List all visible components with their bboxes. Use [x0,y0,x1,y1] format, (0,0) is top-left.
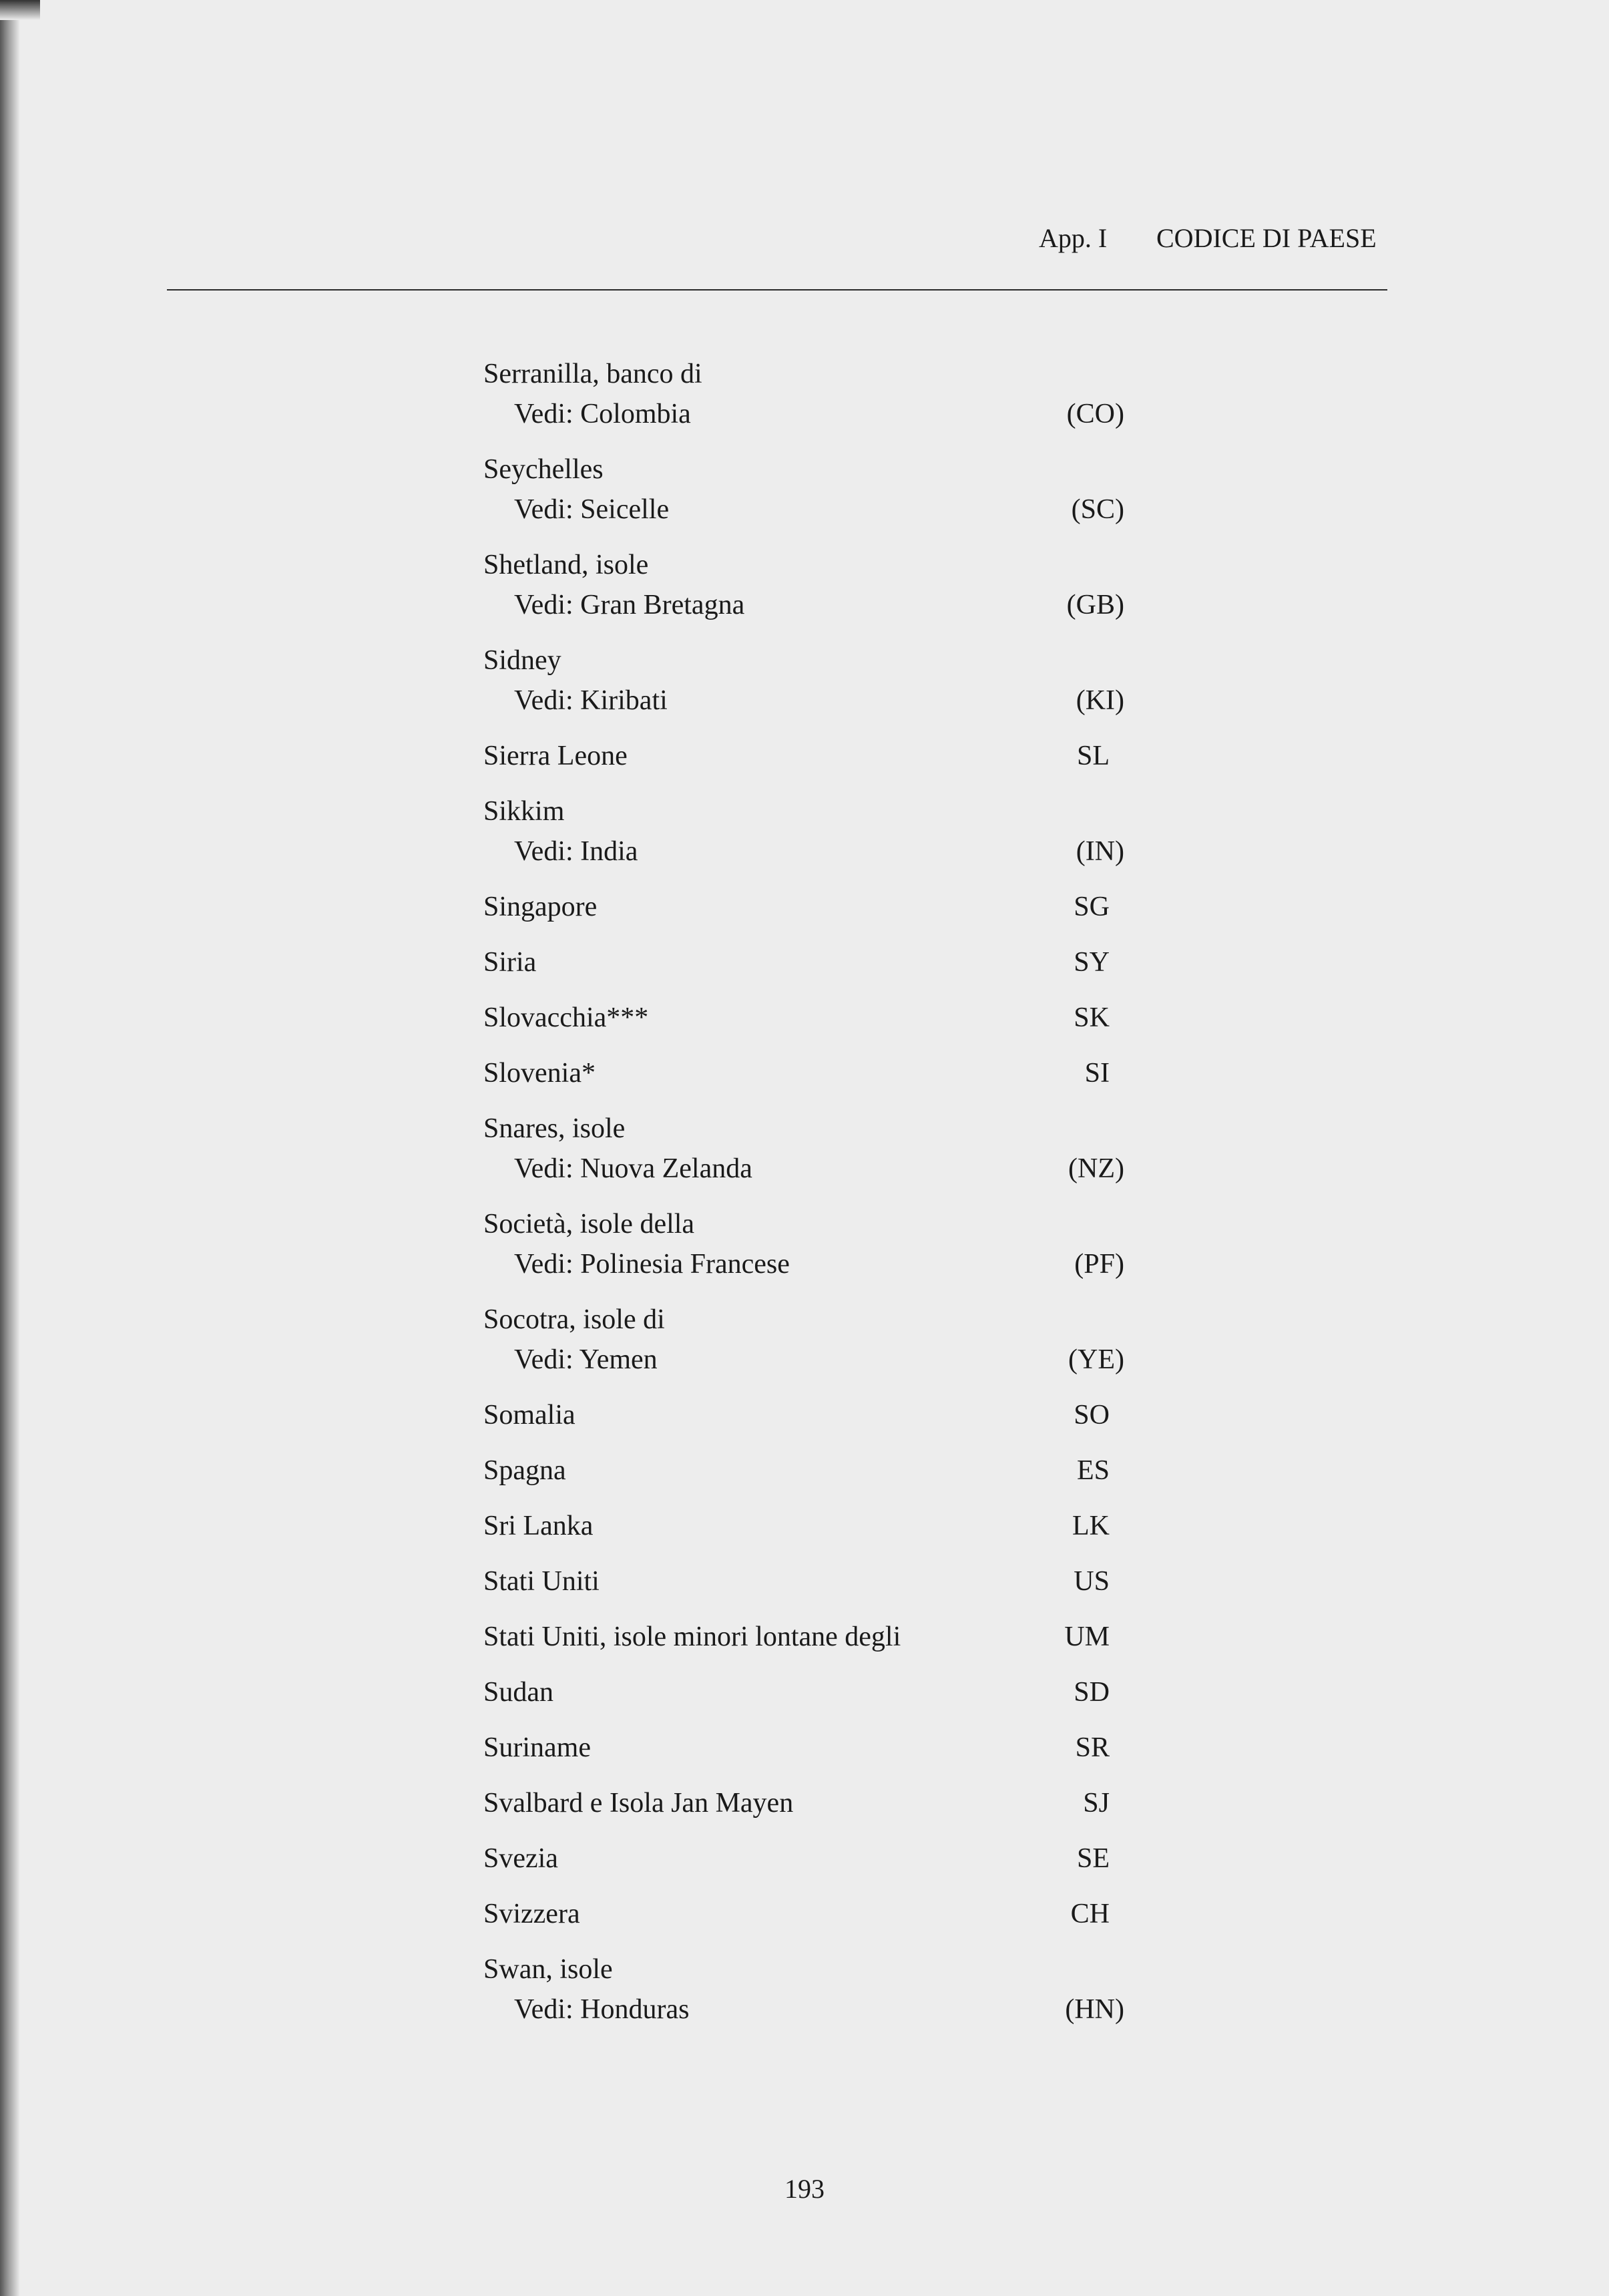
country-name: Sierra Leone [483,741,628,771]
entry-name-row [483,1395,1124,1435]
list-item [483,640,1124,721]
list-item [483,354,1124,434]
see-reference: Vedi: Gran Bretagna [514,590,745,620]
country-code: (NZ) [1068,1153,1124,1184]
entry-name-row [483,887,1124,927]
country-code: SI [1084,1058,1110,1089]
list-item [483,1949,1124,2030]
see-reference: Vedi: Seicelle [514,494,670,525]
country-code: SG [1074,892,1110,922]
entry-name-row [483,1300,1124,1340]
country-name: Serranilla, banco di [483,359,702,389]
entry-see-row [483,681,1124,721]
entry-name-row [483,640,1124,681]
country-code: (SC) [1071,494,1124,525]
list-item [483,1053,1124,1093]
entry-name-row [483,1109,1124,1149]
country-code: (CO) [1066,399,1124,429]
entry-see-row [483,1340,1124,1380]
list-item [483,1894,1124,1934]
entry-see-row [483,490,1124,530]
country-code: SY [1074,947,1110,978]
list-item [483,1451,1124,1491]
list-item [483,887,1124,927]
list-item [483,1617,1124,1657]
entry-name-row [483,1506,1124,1546]
entry-name-row [483,545,1124,585]
entry-name-row [483,736,1124,776]
country-name: Snares, isole [483,1113,626,1144]
entry-name-row [483,791,1124,831]
entry-name-row [483,1728,1124,1768]
see-reference: Vedi: Kiribati [514,685,668,716]
list-item [483,1561,1124,1601]
see-reference: Vedi: India [514,836,638,867]
country-name: Stati Uniti [483,1566,600,1597]
country-code: (GB) [1066,590,1124,620]
country-name: Shetland, isole [483,550,649,580]
entry-name-row [483,1451,1124,1491]
book-gutter-shadow [0,0,20,2296]
country-code: (KI) [1076,685,1124,716]
list-item [483,1300,1124,1380]
entry-name-row [483,998,1124,1038]
page-corner-shadow [0,0,40,20]
country-code: (IN) [1076,836,1124,867]
country-code: SD [1074,1677,1110,1708]
header-title: CODICE DI PAESE [1156,223,1377,253]
entry-name-row [483,942,1124,982]
entry-name-row [483,1783,1124,1823]
country-name: Suriname [483,1732,591,1763]
entry-see-row [483,1989,1124,2030]
country-code: CH [1070,1899,1110,1929]
country-name: Sri Lanka [483,1511,594,1541]
entry-see-row [483,831,1124,872]
country-name: Seychelles [483,454,604,485]
country-code: SE [1076,1843,1110,1874]
list-item [483,736,1124,776]
country-name: Stati Uniti, isole minori lontane degli [483,1621,901,1652]
entry-name-row [483,1839,1124,1879]
see-reference: Vedi: Polinesia Francese [514,1249,790,1280]
country-name: Singapore [483,892,598,922]
country-code: SO [1074,1400,1110,1430]
country-name: Sikkim [483,796,565,827]
country-name: Svezia [483,1843,558,1874]
country-code: ES [1076,1455,1110,1486]
entry-name-row [483,1894,1124,1934]
list-item [483,942,1124,982]
entry-name-row [483,449,1124,490]
entry-name-row [483,1672,1124,1712]
country-name: Slovenia* [483,1058,596,1089]
list-item [483,791,1124,872]
country-code: (HN) [1065,1994,1124,2025]
entry-name-row [483,1617,1124,1657]
page-number: 193 [784,2174,825,2204]
entry-name-row [483,1204,1124,1244]
list-item [483,1728,1124,1768]
list-item [483,1395,1124,1435]
country-name: Somalia [483,1400,576,1430]
country-name: Socotra, isole di [483,1304,665,1335]
see-reference: Vedi: Honduras [514,1994,690,2025]
list-item [483,1783,1124,1823]
country-code: SR [1075,1732,1110,1763]
country-code: UM [1064,1621,1110,1652]
country-code: LK [1072,1511,1110,1541]
see-reference: Vedi: Yemen [514,1344,658,1375]
see-reference: Vedi: Nuova Zelanda [514,1153,752,1184]
country-code-list [483,354,1124,2045]
list-item [483,1204,1124,1284]
country-code: SJ [1083,1788,1110,1819]
country-code: SL [1076,741,1110,771]
country-name: Sidney [483,645,561,676]
country-name: Slovacchia*** [483,1002,649,1033]
list-item [483,998,1124,1038]
entry-see-row [483,1244,1124,1284]
country-code: (YE) [1068,1344,1124,1375]
list-item [483,1109,1124,1189]
country-name: Swan, isole [483,1954,613,1985]
entry-name-row [483,354,1124,394]
entry-see-row [483,585,1124,625]
country-code: (PF) [1074,1249,1124,1280]
list-item [483,1506,1124,1546]
list-item [483,545,1124,625]
entry-see-row [483,394,1124,434]
country-name: Siria [483,947,537,978]
country-name: Svalbard e Isola Jan Mayen [483,1788,794,1819]
country-name: Società, isole della [483,1209,695,1239]
list-item [483,449,1124,530]
list-item [483,1839,1124,1879]
country-name: Spagna [483,1455,566,1486]
entry-name-row [483,1053,1124,1093]
country-name: Svizzera [483,1899,580,1929]
see-reference: Vedi: Colombia [514,399,691,429]
header-rule [167,289,1387,291]
entry-name-row [483,1949,1124,1989]
country-code: SK [1074,1002,1110,1033]
list-item [483,1672,1124,1712]
country-code: US [1074,1566,1110,1597]
header-section: App. I [1039,223,1108,253]
country-name: Sudan [483,1677,553,1708]
entry-name-row [483,1561,1124,1601]
running-header [0,222,1609,262]
entry-see-row [483,1149,1124,1189]
